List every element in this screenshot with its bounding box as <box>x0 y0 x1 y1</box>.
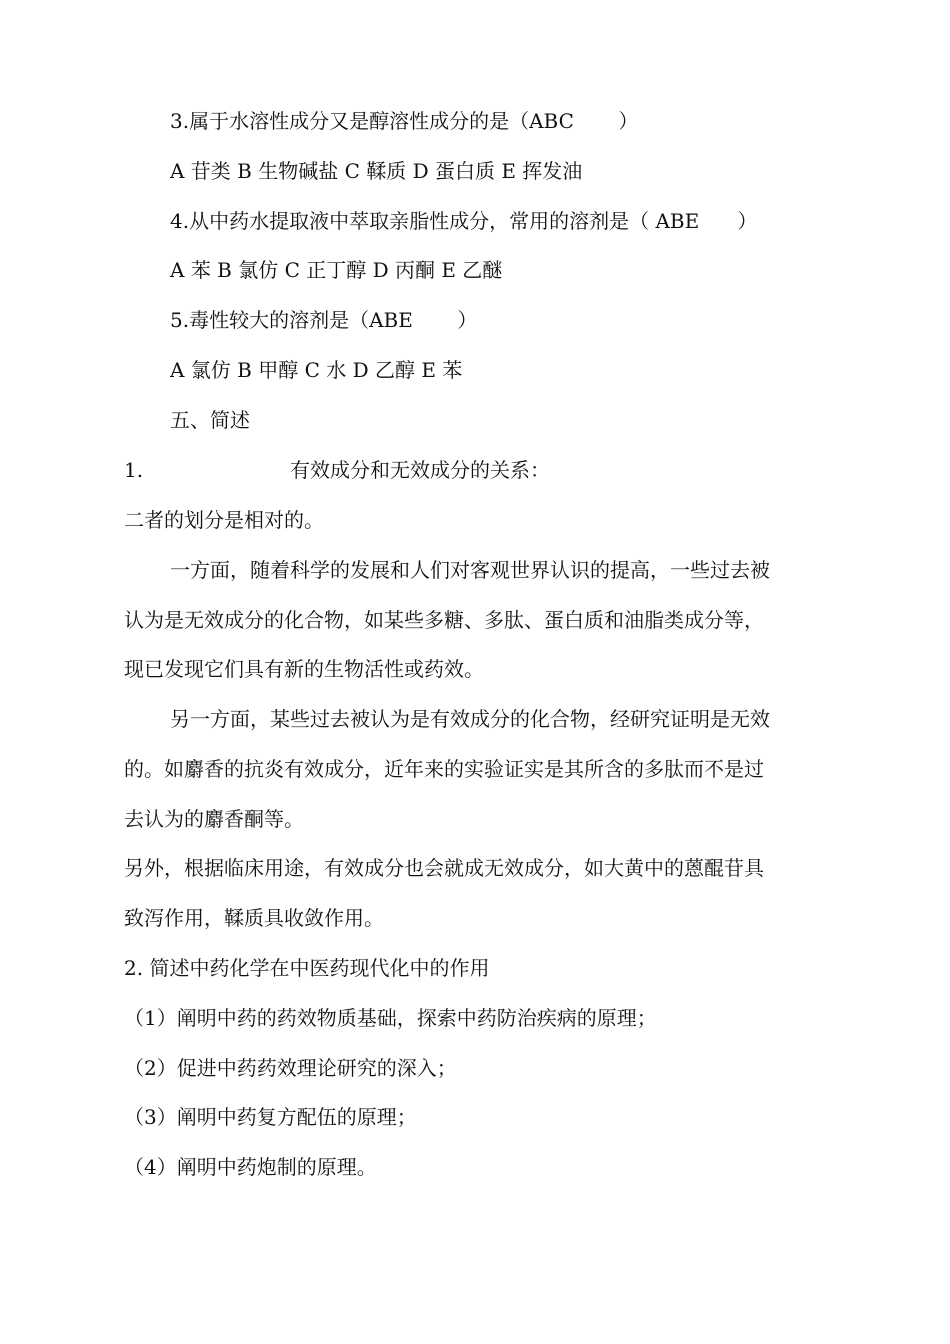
question-5-stem: 5.毒性较大的溶剂是（ABE ） <box>170 308 478 332</box>
item-1-paragraph-4-line-2: 致泻作用，鞣质具收敛作用。 <box>124 906 384 930</box>
item-2-point-3: （3）阐明中药复方配伍的原理； <box>124 1105 417 1129</box>
item-2-point-2: （2）促进中药药效理论研究的深入； <box>124 1056 457 1080</box>
question-3-options: A 苷类 B 生物碱盐 C 鞣质 D 蛋白质 E 挥发油 <box>170 159 583 183</box>
question-4-options: A 苯 B 氯仿 C 正丁醇 D 丙酮 E 乙醚 <box>170 258 503 282</box>
question-4-stem: 4.从中药水提取液中萃取亲脂性成分，常用的溶剂是（ ABE ） <box>170 209 758 233</box>
item-2-point-4: （4）阐明中药炮制的原理。 <box>124 1155 377 1179</box>
question-5-options: A 氯仿 B 甲醇 C 水 D 乙醇 E 苯 <box>170 358 463 382</box>
item-2-title: 2. 简述中药化学在中医药现代化中的作用 <box>124 956 490 980</box>
item-1-paragraph-4-line-1: 另外，根据临床用途，有效成分也会就成无效成分，如大黄中的蒽醌苷具 <box>124 856 764 880</box>
item-1-paragraph-2-line-2: 认为是无效成分的化合物，如某些多糖、多肽、蛋白质和油脂类成分等， <box>124 608 764 632</box>
item-1-paragraph-3-line-1: 另一方面，某些过去被认为是有效成分的化合物，经研究证明是无效 <box>170 707 770 731</box>
item-1-number: 1. <box>124 458 144 482</box>
item-1-paragraph-2-line-3: 现已发现它们具有新的生物活性或药效。 <box>124 657 484 681</box>
item-1-paragraph-3-line-2: 的。如麝香的抗炎有效成分，近年来的实验证实是其所含的多肽而不是过 <box>124 757 764 781</box>
item-1-title: 有效成分和无效成分的关系： <box>290 458 550 482</box>
item-1-paragraph-3-line-3: 去认为的麝香酮等。 <box>124 807 304 831</box>
section-heading: 五、简述 <box>170 408 250 432</box>
question-3-stem: 3.属于水溶性成分又是醇溶性成分的是（ABC ） <box>170 109 639 133</box>
item-2-point-1: （1）阐明中药的药效物质基础，探索中药防治疾病的原理； <box>124 1006 657 1030</box>
item-1-paragraph-2-line-1: 一方面，随着科学的发展和人们对客观世界认识的提高，一些过去被 <box>170 558 770 582</box>
item-1-paragraph-1: 二者的划分是相对的。 <box>124 508 324 532</box>
